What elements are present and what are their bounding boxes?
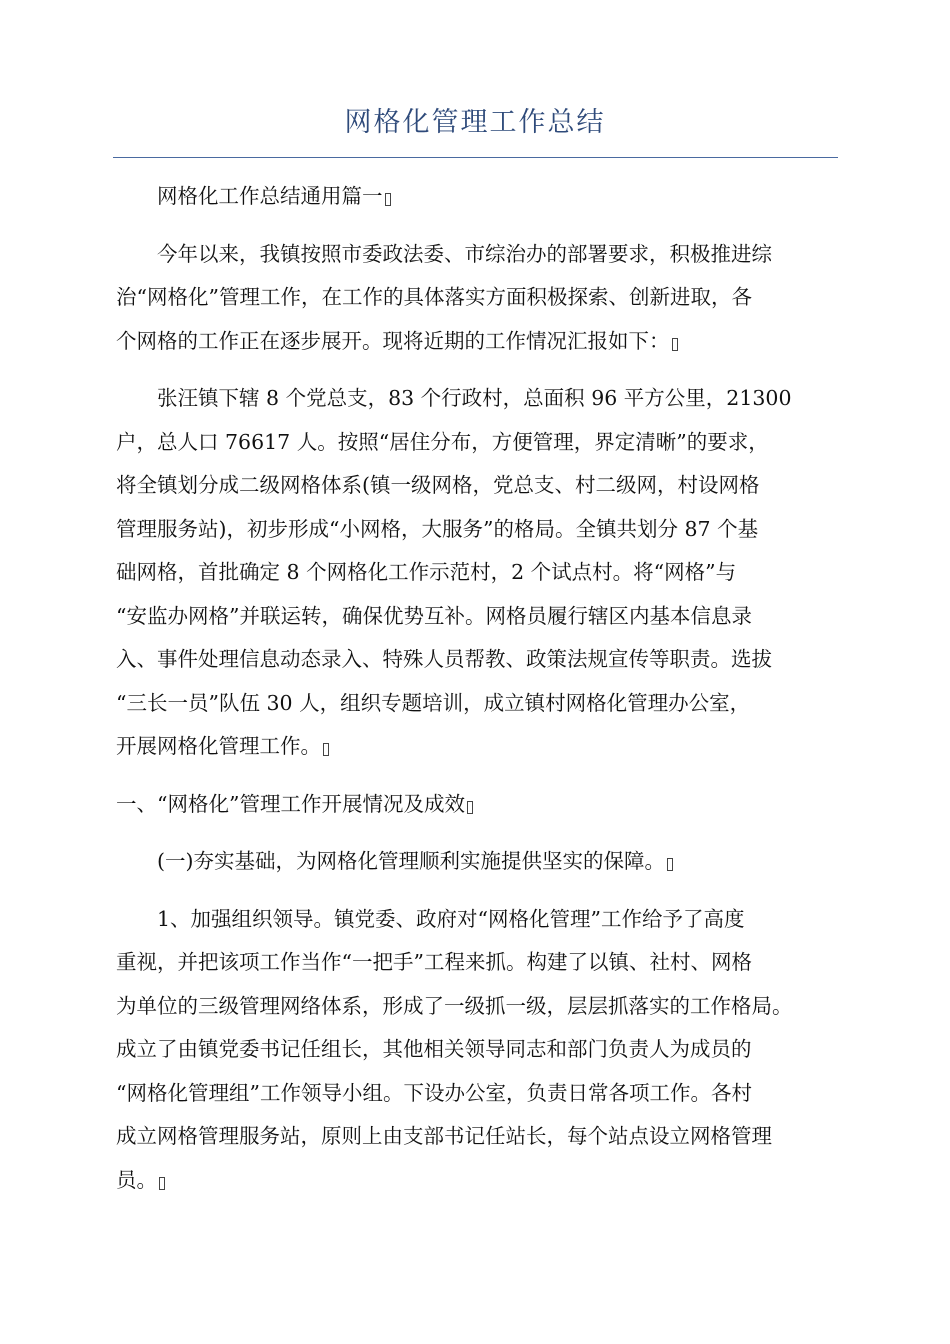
paragraph-line: 重视，并把该项工作当作“一把手”工程来抓。构建了以镇、社村、网格	[116, 950, 752, 974]
paragraph-end-mark-icon	[467, 801, 473, 814]
paragraph-end-mark-icon	[672, 338, 678, 351]
paragraph-line: 成立了由镇党委书记任组长，其他相关领导同志和部门负责人为成员的	[116, 1037, 752, 1061]
paragraph-line: 员。	[116, 1159, 876, 1203]
paragraph-p3	[116, 377, 876, 769]
paragraph-p2	[116, 233, 876, 364]
paragraph-line: (一)夯实基础，为网格化管理顺利实施提供坚实的保障。	[116, 840, 876, 884]
paragraph-line: 开展网格化管理工作。	[116, 725, 876, 769]
paragraph-line: 张汪镇下辖 8 个党总支，83 个行政村，总面积 96 平方公里，21300	[116, 386, 792, 410]
paragraph-line: 户，总人口 76617 人。按照“居住分布，方便管理，界定清晰”的要求，	[116, 429, 769, 454]
title-underline	[113, 157, 838, 158]
paragraph-p4	[116, 783, 876, 827]
paragraph-line: 网格化工作总结通用篇一	[116, 175, 876, 219]
paragraph-end-mark-icon	[385, 193, 391, 206]
paragraph-line: 将全镇划分成二级网格体系(镇一级网格，党总支、村二级网，村设网格	[116, 473, 760, 497]
paragraph-line: “安监办网格”并联运转，确保优势互补。网格员履行辖区内基本信息录	[116, 603, 752, 628]
paragraph-p6	[116, 898, 876, 1203]
paragraph-line: 为单位的三级管理网络体系，形成了一级抓一级，层层抓落实的工作格局。	[116, 993, 793, 1018]
paragraph-line: 治“网格化”管理工作，在工作的具体落实方面积极探索、创新进取，各	[116, 285, 752, 309]
paragraph-end-mark-icon	[323, 743, 329, 756]
paragraph-line: 个网格的工作正在逐步展开。现将近期的工作情况汇报如下：	[116, 320, 876, 364]
paragraph-line: 1、加强组织领导。镇党委、政府对“网格化管理”工作给予了高度	[116, 906, 745, 931]
document-body	[116, 175, 876, 1216]
paragraph-end-mark-icon	[667, 858, 673, 871]
paragraph-line: 成立网格管理服务站，原则上由支部书记任站长，每个站点设立网格管理	[116, 1124, 772, 1148]
paragraph-line: 管理服务站)，初步形成“小网格，大服务”的格局。全镇共划分 87 个基	[116, 516, 759, 541]
paragraph-line: “三长一员”队伍 30 人，组织专题培训，成立镇村网格化管理办公室，	[116, 690, 751, 715]
document-title: 网格化管理工作总结	[344, 107, 606, 138]
paragraph-line: 一、“网格化”管理工作开展情况及成效	[116, 783, 876, 827]
paragraph-line: “网格化管理组”工作领导小组。下设办公室，负责日常各项工作。各村	[116, 1080, 752, 1105]
paragraph-line: 础网格，首批确定 8 个网格化工作示范村，2 个试点村。将“网格”与	[116, 560, 737, 584]
paragraph-line: 今年以来，我镇按照市委政法委、市综治办的部署要求，积极推进综	[116, 241, 772, 266]
paragraph-p5	[116, 840, 876, 884]
paragraph-end-mark-icon	[159, 1177, 165, 1190]
paragraph-p1	[116, 175, 876, 219]
paragraph-line: 入、事件处理信息动态录入、特殊人员帮教、政策法规宣传等职责。选拔	[116, 647, 772, 671]
